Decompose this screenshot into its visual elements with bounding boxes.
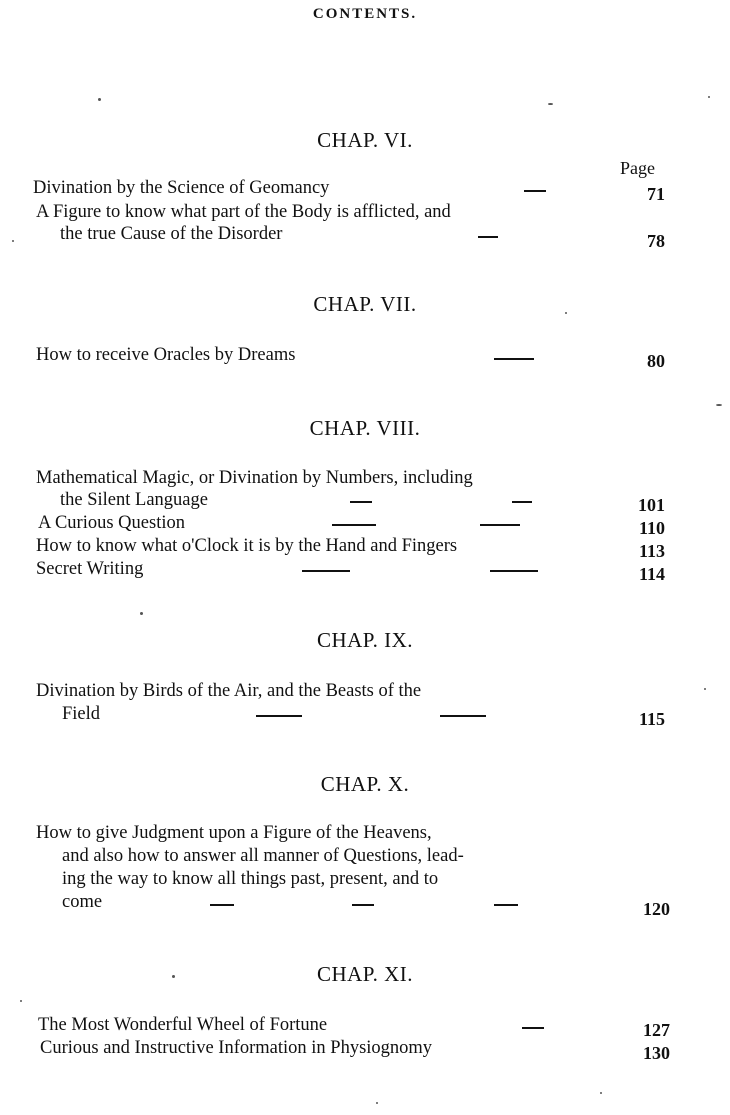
running-head: CONTENTS.: [312, 6, 418, 22]
leader-dash: [494, 358, 534, 360]
leader-dash: [522, 1027, 544, 1029]
page-column-label: Page: [620, 158, 655, 178]
entry-title: A Figure to know what part of the Body is afflicted, and: [36, 202, 451, 222]
chapter-heading-ix: CHAP. IX.: [316, 628, 414, 652]
page-number: 115: [638, 709, 665, 729]
entry-title: How to know what o'Clock it is by the Hand and Fingers: [36, 536, 458, 556]
entry-title-continued: the true Cause of the Disorder: [60, 224, 283, 244]
leader-dash: [480, 524, 520, 526]
entry-title: Divination by Birds of the Air, and the Beasts of the: [36, 681, 422, 701]
print-speck: [376, 1102, 378, 1104]
entry-title-continued: come: [62, 892, 103, 912]
page-number: 101: [638, 495, 665, 515]
entry-title: Secret Writing: [36, 559, 144, 579]
page-number: 114: [638, 564, 665, 584]
entry-title: A Curious Question: [38, 513, 185, 533]
print-speck: [98, 98, 101, 101]
print-speck: [708, 96, 710, 98]
page-number: 71: [647, 184, 665, 204]
leader-dash: [350, 501, 372, 503]
entry-title: Curious and Instructive Information in Physiognomy: [40, 1038, 433, 1058]
print-speck: [172, 975, 175, 978]
leader-dash: [494, 904, 518, 906]
chapter-heading-vi: CHAP. VI.: [317, 128, 413, 152]
page-number: 130: [643, 1043, 670, 1063]
leader-dash: [332, 524, 376, 526]
leader-dash: [210, 904, 234, 906]
page-number: 78: [647, 231, 665, 251]
page-number: 120: [643, 899, 670, 919]
chapter-heading-xi: CHAP. XI.: [316, 962, 414, 986]
print-speck: [600, 1092, 602, 1094]
chapter-heading-viii: CHAP. VIII.: [309, 416, 421, 440]
page-number: 127: [643, 1020, 670, 1040]
print-speck: [140, 612, 143, 615]
leader-dash: [352, 904, 374, 906]
chapter-heading-x: CHAP. X.: [320, 772, 410, 796]
leader-dash: [478, 236, 498, 238]
leader-dash: [512, 501, 532, 503]
print-speck: [716, 404, 722, 406]
entry-title: How to receive Oracles by Dreams: [36, 345, 296, 365]
leader-dash: [440, 715, 486, 717]
leader-dash: [256, 715, 302, 717]
leader-dash: [524, 190, 546, 192]
print-speck: [20, 1000, 22, 1002]
entry-title-continued: ing the way to know all things past, present, and to: [62, 869, 439, 889]
page-number: 113: [638, 541, 665, 561]
entry-title-continued: and also how to answer all manner of Questions, lead-: [62, 846, 464, 866]
entry-title: Divination by the Science of Geomancy: [33, 178, 330, 198]
print-speck: [12, 240, 14, 242]
leader-dash: [490, 570, 538, 572]
print-speck: [548, 103, 553, 105]
entry-title-continued: the Silent Language: [60, 490, 208, 510]
chapter-heading-vii: CHAP. VII.: [313, 292, 417, 316]
entry-title-continued: Field: [62, 704, 101, 724]
page-number: 110: [638, 518, 665, 538]
entry-title: The Most Wonderful Wheel of Fortune: [38, 1015, 328, 1035]
page-number: 80: [647, 351, 665, 371]
print-speck: [565, 312, 567, 314]
entry-title: How to give Judgment upon a Figure of the Heavens,: [36, 823, 432, 843]
leader-dash: [302, 570, 350, 572]
entry-title: Mathematical Magic, or Divination by Numbers, including: [36, 468, 473, 488]
print-speck: [704, 688, 706, 690]
